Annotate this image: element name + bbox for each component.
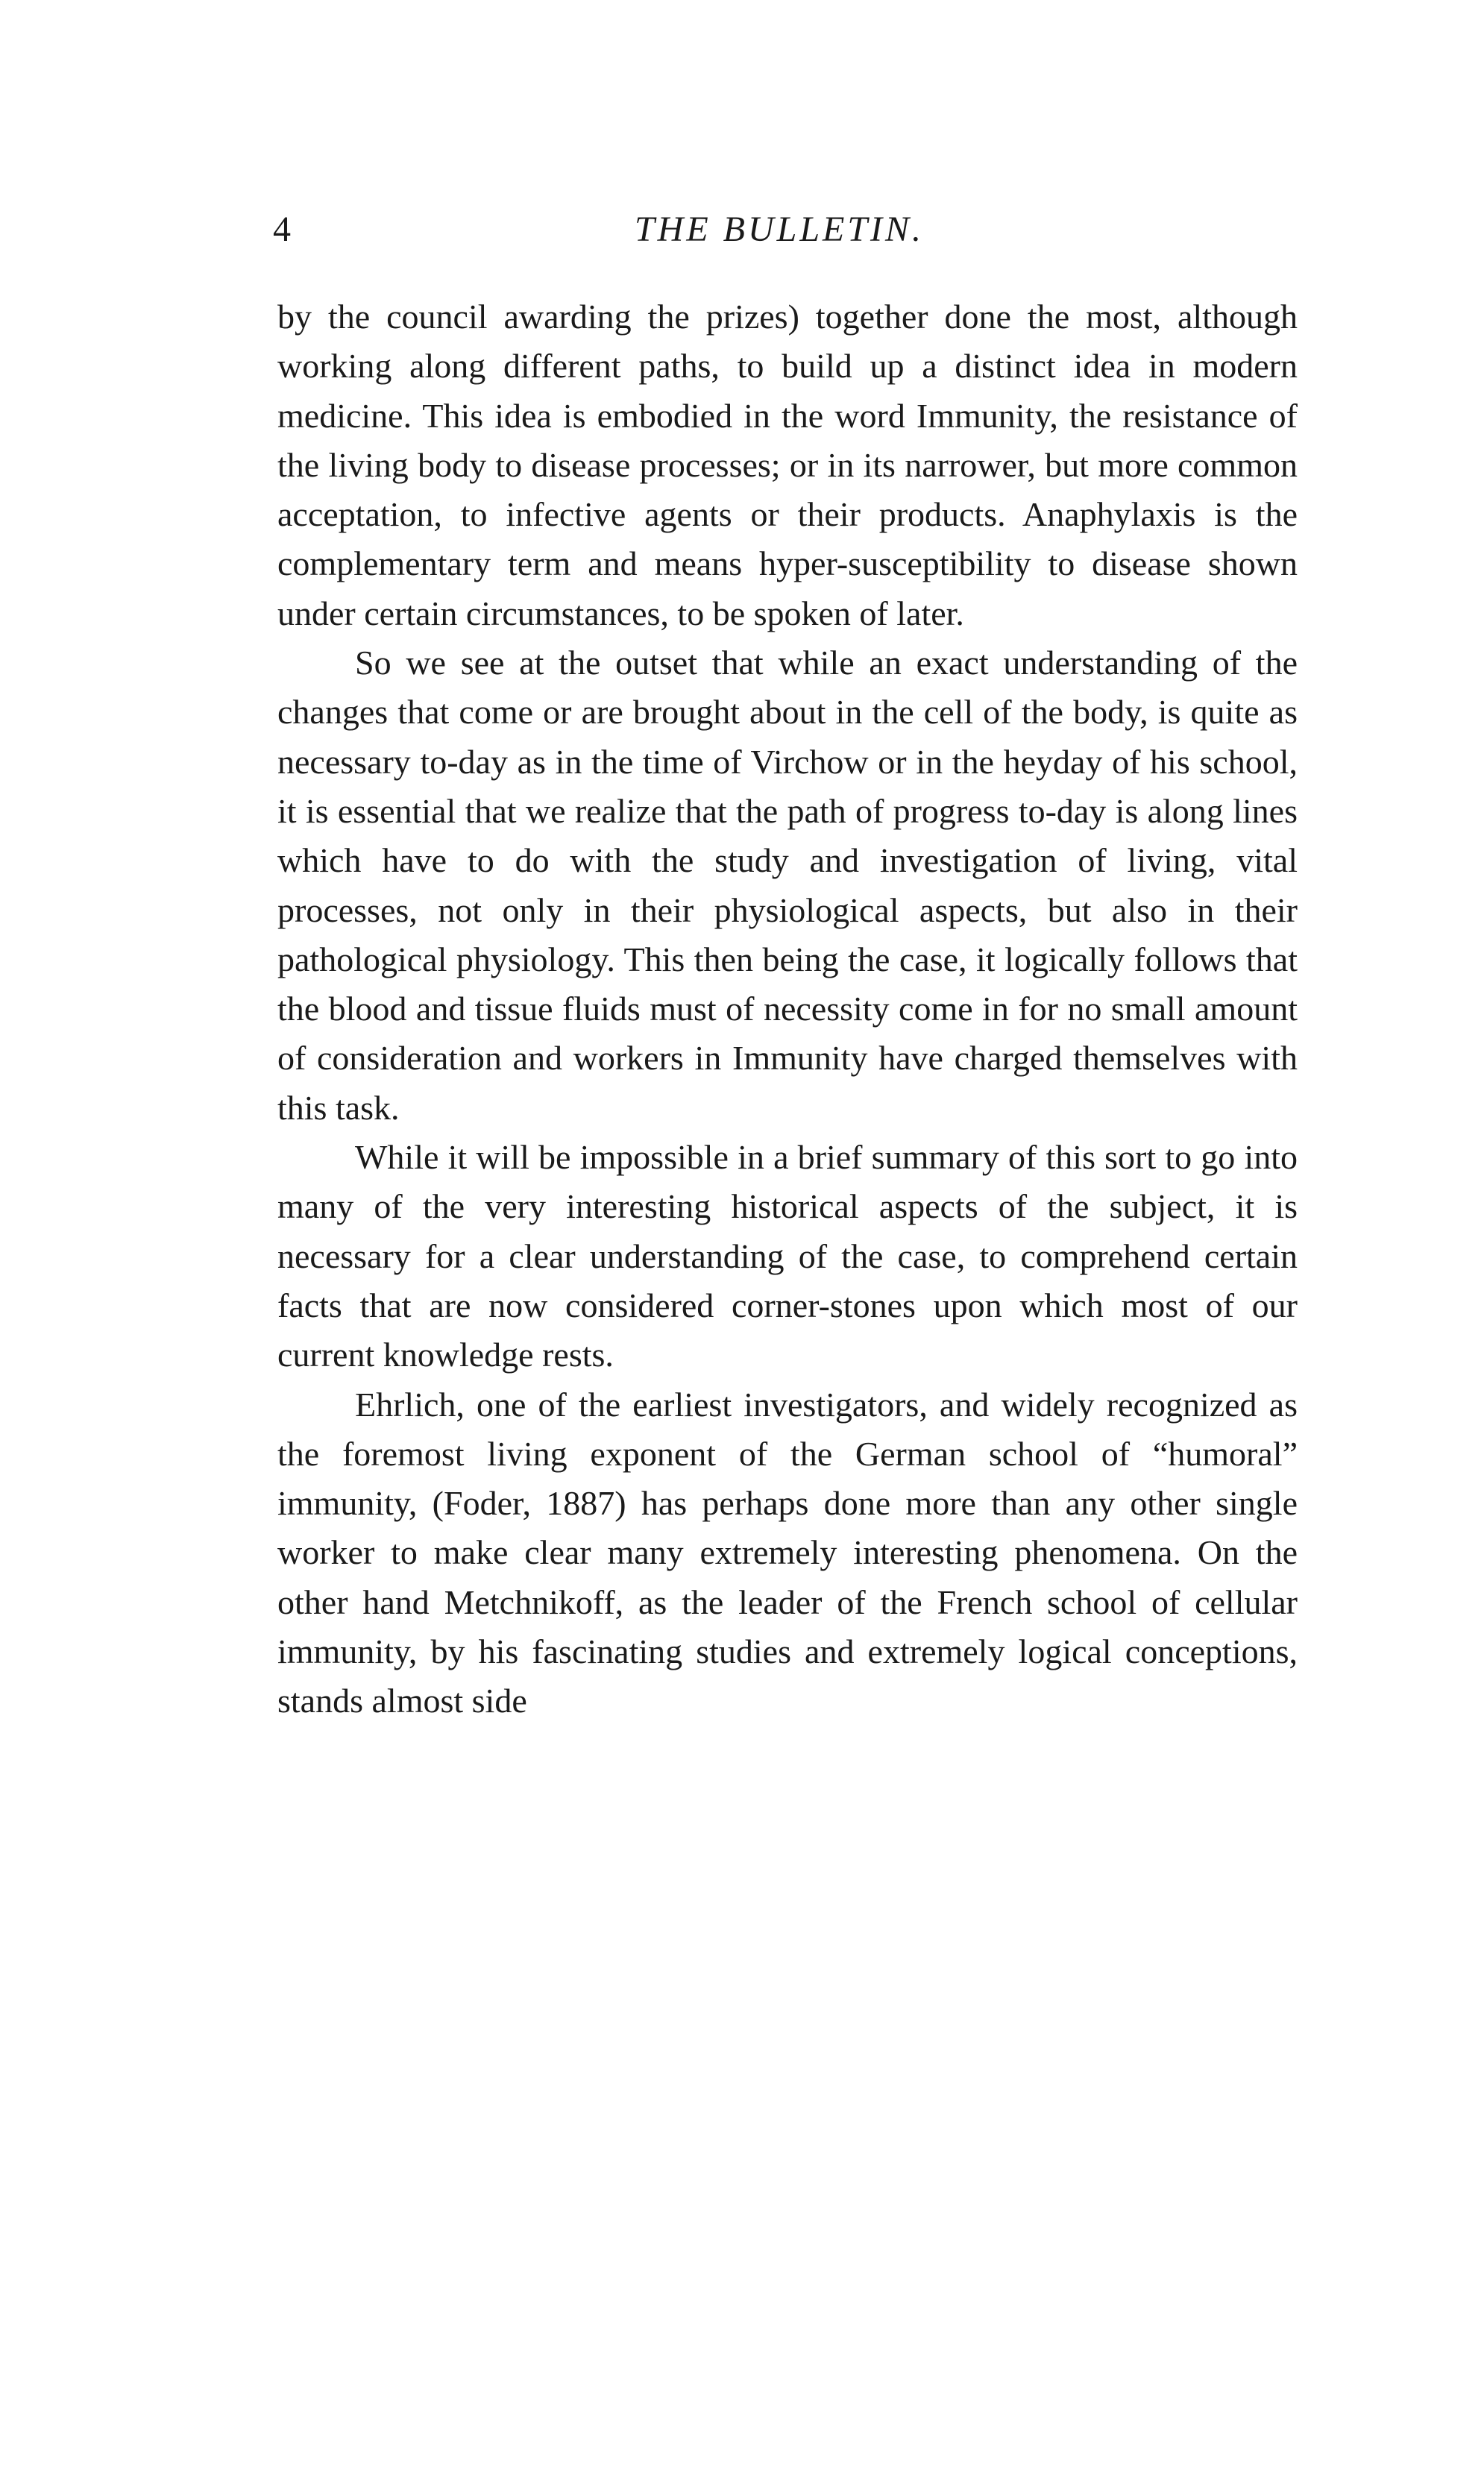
paragraph: While it will be impossible in a brief summary of this sort to go into many of the very interesting historical aspects of the subject, it is necessary for a clear understanding of the case, to comprehend certain facts that are now considered corner-stones upon which most of our current knowledge rests. (277, 1138, 1298, 1374)
paragraph-continued: by the council awarding the prizes) together done the most, although working along different paths, to build up a distinct idea in modern medicine. This idea is embodied in the word Immunity, the resistance of the living body to disease processes; or in its narrower, but more common acceptation, to infective agents or their products. Anaphylaxis is the complementary term and means hyper-susceptibility to disease shown under certain circumstances, to be spoken of later. (277, 298, 1298, 632)
journal-title: THE BULLETIN. (634, 210, 925, 249)
running-head (268, 200, 1290, 260)
paragraph: Ehrlich, one of the earliest investigators, and widely recognized as the foremost living exponent of the German school of “humoral” immunity, (Foder, 1887) has perhaps done more than any other single worker to make clear many extremely interesting phenomena. On the other hand Metchnikoff, as the leader of the French school of cellular immunity, by his fascinating studies and extremely logical conceptions, stands almost side (277, 1385, 1298, 1720)
body-text (277, 292, 1298, 1726)
page-number: 4 (273, 210, 291, 249)
paragraph: So we see at the outset that while an exact understanding of the changes that come or are brought about in the cell of the body, is quite as necessary to-day as in the time of Virchow or in the heyday of his school, it is essential that we realize that the path of progress to-day is along lines which have to do with the study and investigation of living, vital processes, not only in their physiological aspects, but also in their pathological physiology. This then being the case, it logically follows that the blood and tissue fluids must of necessity come in for no small amount of consideration and workers in Immunity have charged themselves with this task. (277, 644, 1298, 1127)
